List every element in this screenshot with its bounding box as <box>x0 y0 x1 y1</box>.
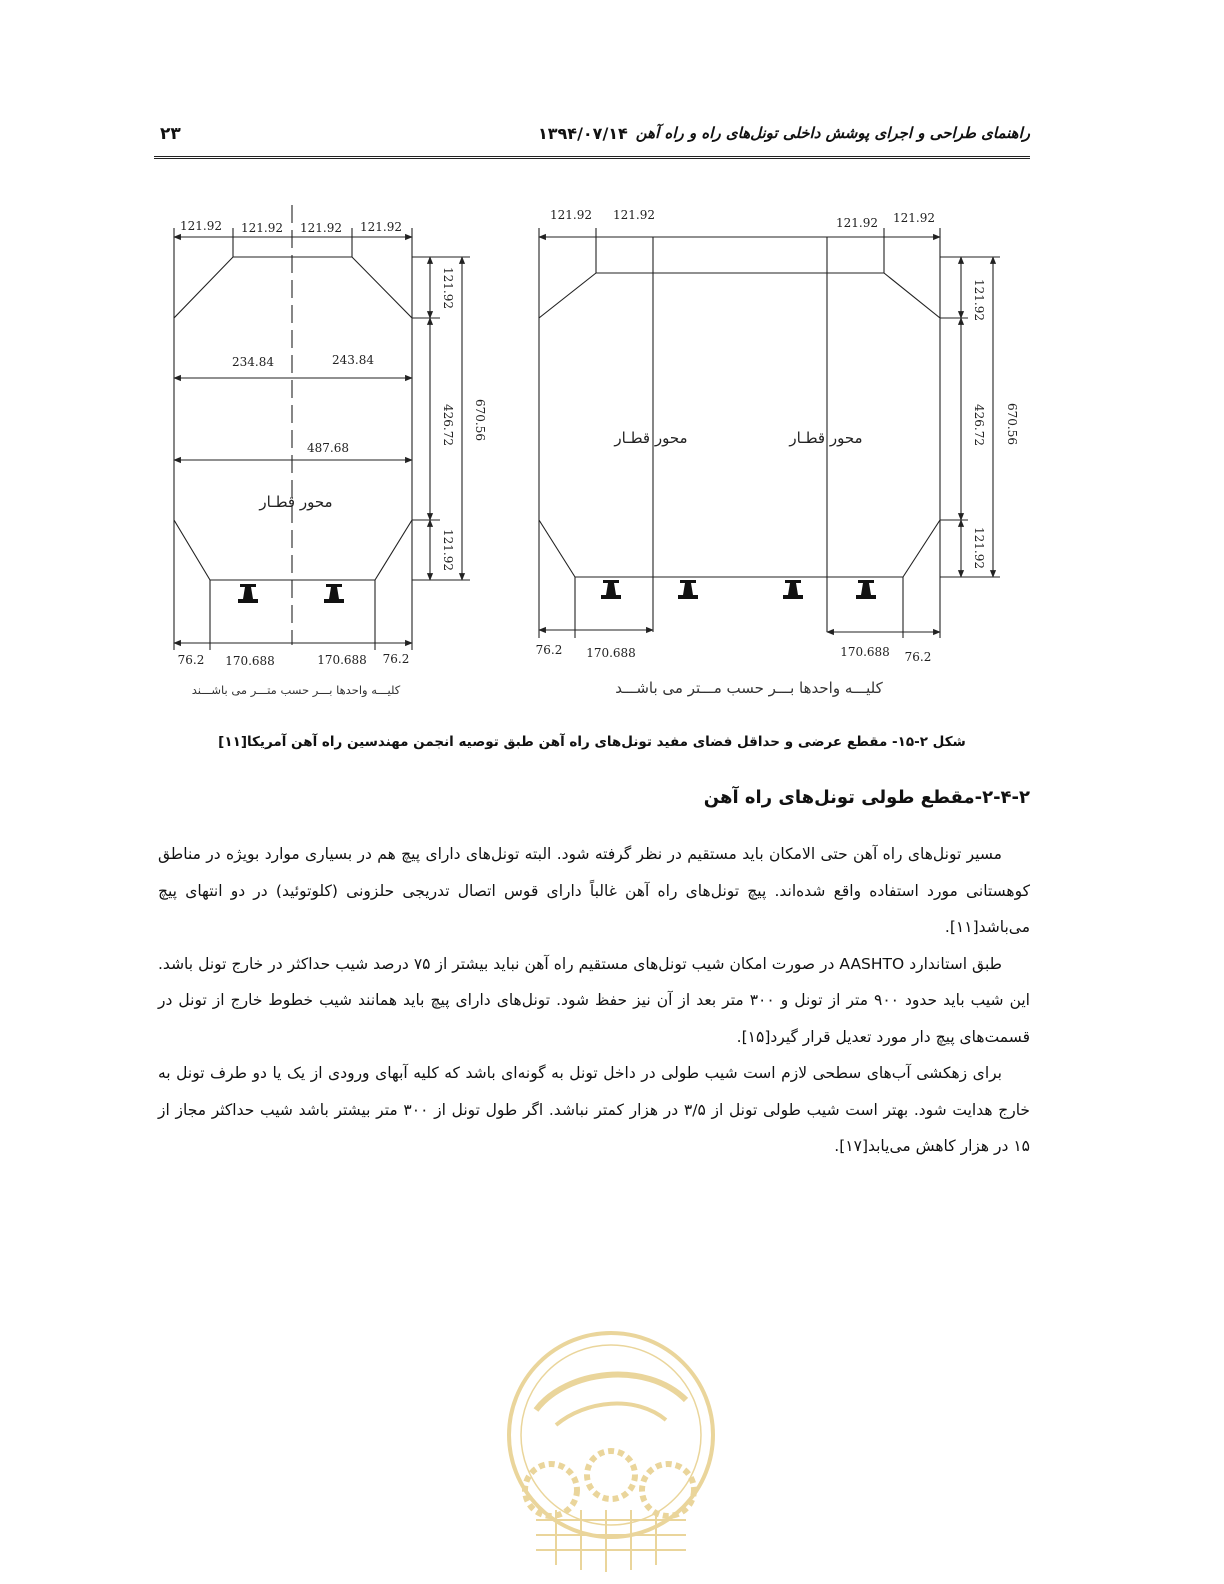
left-top-dim-1: 121.92 <box>180 219 222 233</box>
page-number: ۲۳ <box>160 124 181 144</box>
left-right-dim-2: 426.72 <box>441 404 455 446</box>
left-bottom-dim-4: 76.2 <box>382 652 410 666</box>
left-unit-note: کلیـــه واحدها بـــر حسب متـــر می باشـــند <box>191 683 401 697</box>
left-diagram <box>174 205 470 650</box>
left-total-height: 670.56 <box>473 399 487 441</box>
right-diagram <box>539 228 1000 638</box>
left-bottom-dim-2: 170.688 <box>225 654 275 668</box>
right-right-dim-1: 121.92 <box>972 279 986 321</box>
rail-icon <box>783 580 803 599</box>
right-axis-label-2: محور قطـار <box>789 429 863 447</box>
right-bottom-dim-2: 170.688 <box>586 646 636 660</box>
right-right-dim-3: 121.92 <box>972 527 986 569</box>
section-heading: ۲-۴-۲-مقطع طولی تونل‌های راه آهن <box>703 787 1030 808</box>
rail-icon <box>601 580 621 599</box>
left-bottom-dim-3: 170.688 <box>317 653 367 667</box>
right-bottom-dim-1: 76.2 <box>535 643 563 657</box>
paragraph: مسیر تونل‌های راه آهن حتی الامکان باید مستقیم در نظر گرفته شود. البته تونل‌های دارای پیچ هم در بسیاری موارد بویژه در مناطق کوهستانی مورد استفاده واقع شده‌اند. پیچ تونل‌های راه آهن غالباً دارای قوس اتصال تدریجی حلزونی (کلوتوئید) در دو انتهای پیچ می‌باشد[۱۱]. <box>158 845 1030 936</box>
rail-icon <box>324 584 344 603</box>
paragraph: طبق استاندارد AASHTO در صورت امکان شیب تونل‌های مستقیم راه آهن نباید بیشتر از ۷۵ درصد شیب حداکثر در خارج تونل باشد. این شیب باید حدود ۹۰۰ متر از تونل و ۳۰۰ متر بعد از آن نیز حفظ شود. تونل‌های دارای پیچ باید همانند شیب خطوط خارج از تونل در قسمت‌های پیچ دار مورد تعدیل قرار گیرد[۱۵]. <box>158 954 1030 1046</box>
body-text <box>158 836 1030 1165</box>
right-top-dim-2: 121.92 <box>613 208 655 222</box>
right-bottom-dim-3: 170.688 <box>840 645 890 659</box>
right-top-dim-3: 121.92 <box>836 216 878 230</box>
running-title: راهنمای طراحی و اجرای پوشش داخلی تونل‌های راه و راه آهن <box>635 124 1030 142</box>
rail-icons <box>238 580 876 603</box>
left-half-width-1: 234.84 <box>232 355 274 369</box>
header-date: ۱۳۹۴/۰۷/۱۴ <box>538 124 628 143</box>
left-half-width-2: 243.84 <box>332 353 374 367</box>
seal-logo-icon <box>496 1330 726 1580</box>
left-axis-label: محور قطـار <box>259 493 333 511</box>
rail-icon <box>678 580 698 599</box>
left-top-dim-4: 121.92 <box>360 220 402 234</box>
rail-icon <box>238 584 258 603</box>
figure-caption: شکل ۲-۱۵- مقطع عرضی و حداقل فضای مفید تونل‌های راه آهن طبق توصیه انجمن مهندسین راه آهن آمریکا[۱۱] <box>218 734 966 750</box>
paragraph: برای زهکشی آب‌های سطحی لازم است شیب طولی در داخل تونل به گونه‌ای باشد که کلیه آبهای ورودی از یک یا دو طرف تونل به خارج هدایت شود. بهتر است شیب طولی تونل از ۳/۵ در هزار کمتر نباشد. اگر طول تونل از ۳۰۰ متر بیشتر باشد شیب حداکثر مجاز از ۱۵ در هزار کاهش می‌یابد[۱۷]. <box>158 1064 1030 1155</box>
right-axis-label-1: محور قطـار <box>614 429 688 447</box>
right-top-dim-4: 121.92 <box>893 211 935 225</box>
left-right-dim-1: 121.92 <box>441 267 455 309</box>
right-unit-note: کلیـــه واحدها بـــر حسب مـــتر می باشـــد <box>615 679 883 697</box>
right-right-dim-2: 426.72 <box>972 404 986 446</box>
left-top-dim-2: 121.92 <box>241 221 283 235</box>
left-top-dim-3: 121.92 <box>300 221 342 235</box>
left-full-width: 487.68 <box>307 441 349 455</box>
rail-icon <box>856 580 876 599</box>
right-total-height: 670.56 <box>1005 403 1019 445</box>
left-right-dim-3: 121.92 <box>441 529 455 571</box>
tunnel-cross-section-figure <box>0 0 1224 720</box>
right-top-dim-1: 121.92 <box>550 208 592 222</box>
left-bottom-dim-1: 76.2 <box>177 653 205 667</box>
right-bottom-dim-4: 76.2 <box>904 650 932 664</box>
